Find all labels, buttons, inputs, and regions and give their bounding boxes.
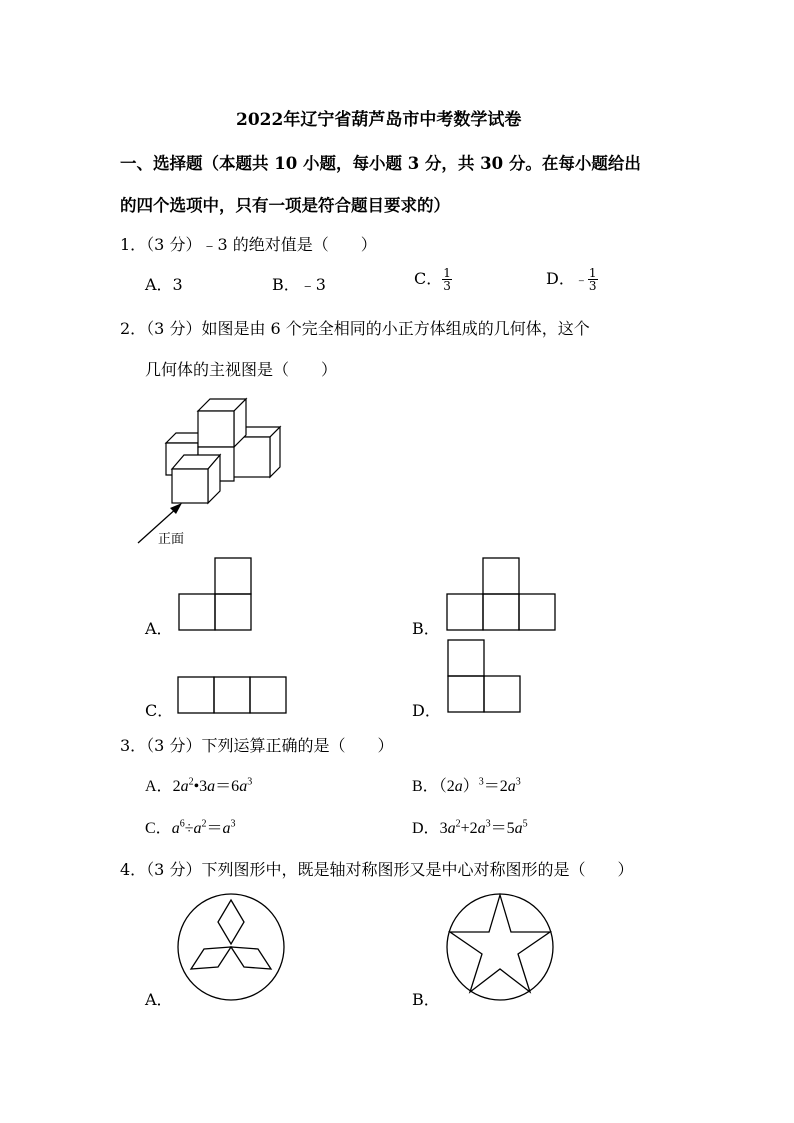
option-a-label: A． bbox=[145, 778, 173, 795]
option-a-view bbox=[178, 557, 252, 631]
option-d-label: D． bbox=[546, 269, 575, 288]
cube-figure bbox=[130, 395, 300, 555]
question-4-option-b: B． bbox=[412, 990, 440, 1009]
option-c-label: C． bbox=[414, 269, 443, 288]
question-3-option-c: C．$a^6\div a^2=a^3$ bbox=[145, 818, 236, 837]
fraction-one-third bbox=[588, 267, 598, 292]
question-3-option-b: B．$(2a)^3=2a^3$ bbox=[412, 776, 521, 795]
question-4-stem: 4．（3 分）下列图形中，既是轴对称图形又是中心对称图形的是（ ） bbox=[120, 860, 634, 879]
fraction-numerator: 1 bbox=[588, 266, 597, 280]
question-4-option-a: A． bbox=[145, 990, 173, 1009]
question-1-stem: 1．（3 分）﹣3 的绝对值是（ ） bbox=[120, 235, 377, 254]
page-title: 2022年辽宁省葫芦岛市中考数学试卷 bbox=[236, 110, 522, 130]
fraction-denominator: 3 bbox=[588, 279, 597, 293]
question-3-option-d: D．$3a^2+2a^3=5a^5$ bbox=[412, 818, 528, 837]
question-1-option-d bbox=[546, 266, 598, 292]
question-1-option-b: B．﹣3 bbox=[272, 275, 326, 294]
section-header-line1: 一、选择题（本题共 10 小题，每小题 3 分，共 30 分。在每小题给出 bbox=[120, 154, 641, 173]
fraction-denominator: 3 bbox=[443, 279, 451, 293]
option-c-label: C． bbox=[145, 820, 172, 837]
option-d-label: D． bbox=[412, 820, 440, 837]
option-b-view bbox=[446, 557, 556, 631]
option-b-figure bbox=[445, 892, 555, 1002]
question-2-option-a: A． bbox=[145, 619, 173, 638]
question-2-option-d: D． bbox=[412, 701, 441, 720]
question-2-option-b: B． bbox=[412, 619, 440, 638]
option-d-view bbox=[447, 639, 521, 713]
front-view-label: 正面 bbox=[158, 532, 185, 547]
question-2-option-c: C． bbox=[145, 701, 174, 720]
option-b-label: B． bbox=[412, 778, 439, 795]
question-2-stem-line1: 2．（3 分）如图是由 6 个完全相同的小正方体组成的几何体，这个 bbox=[120, 319, 590, 338]
fraction-numerator: 1 bbox=[443, 266, 451, 280]
fraction-one-third bbox=[442, 267, 452, 292]
question-1-option-a: A．3 bbox=[145, 275, 183, 294]
question-3-stem: 3．（3 分）下列运算正确的是（ ） bbox=[120, 736, 394, 755]
question-2-stem-line2: 几何体的主视图是（ ） bbox=[145, 360, 338, 379]
option-c-view bbox=[177, 676, 287, 714]
negative-sign: ﹣ bbox=[574, 273, 588, 288]
section-header-line2: 的四个选项中，只有一项是符合题目要求的） bbox=[120, 196, 450, 215]
question-1-option-c bbox=[414, 266, 452, 292]
option-a-figure bbox=[176, 892, 286, 1002]
question-3-option-a: A．$2a^2•3a=6a^3$ bbox=[145, 776, 253, 795]
